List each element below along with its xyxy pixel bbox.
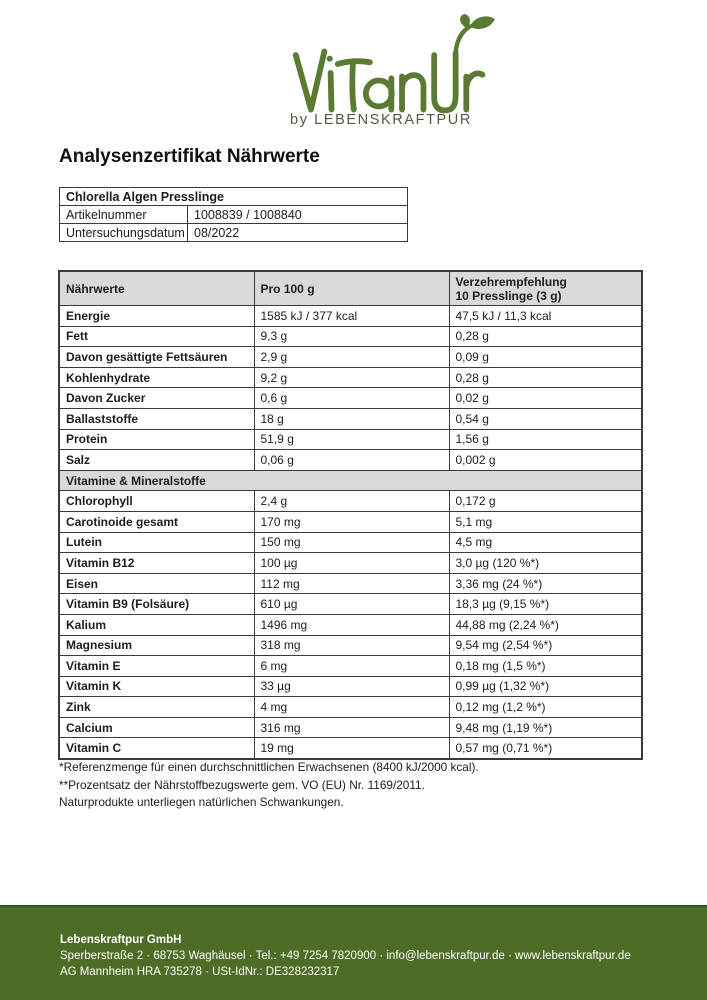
cell-per100: 4 mg [254, 697, 449, 718]
table-row [59, 635, 642, 656]
cell-name: Vitamin C [59, 738, 254, 759]
cell-name: Protein [59, 429, 254, 450]
table-row [59, 553, 642, 574]
cell-name: Davon Zucker [59, 388, 254, 409]
cell-serving: 9,48 mg (1,19 %*) [449, 717, 642, 738]
nutrition-table [58, 270, 643, 760]
footnote-line: *Referenzmenge für einen durchschnittlichen Erwachsenen (8400 kJ/2000 kcal). [59, 760, 479, 774]
cell-name: Vitamin K [59, 676, 254, 697]
cell-per100: 1585 kJ / 377 kcal [254, 306, 449, 327]
table-row [59, 511, 642, 532]
info-row [60, 206, 408, 224]
logo-letter-v [296, 52, 325, 110]
cell-per100: 51,9 g [254, 429, 449, 450]
cell-per100: 112 mg [254, 573, 449, 594]
logo-letter-n [402, 75, 423, 109]
section-title: Vitamine & Mineralstoffe [59, 470, 642, 491]
section-row [59, 470, 642, 491]
sprout-leaves-icon [456, 14, 495, 53]
cell-name: Carotinoide gesamt [59, 511, 254, 532]
table-row [59, 450, 642, 471]
table-row [59, 573, 642, 594]
cell-per100: 19 mg [254, 738, 449, 759]
table-row [59, 697, 642, 718]
cell-per100: 170 mg [254, 511, 449, 532]
logo-letter-a [366, 81, 392, 107]
table-row [59, 738, 642, 759]
cell-name: Vitamin B12 [59, 553, 254, 574]
table-row [59, 326, 642, 347]
table-row [59, 594, 642, 615]
cell-name: Magnesium [59, 635, 254, 656]
cell-serving: 47,5 kJ / 11,3 kcal [449, 306, 642, 327]
header-nutrients: Nährwerte [59, 271, 254, 306]
cell-serving: 3,0 µg (120 %*) [449, 553, 642, 574]
product-info-table [59, 187, 408, 242]
logo-letter-u [434, 53, 455, 110]
cell-per100: 150 mg [254, 532, 449, 553]
logo-letter-i-dot [327, 56, 333, 62]
footer-text-block [60, 932, 707, 980]
cell-per100: 9,3 g [254, 326, 449, 347]
product-name: Chlorella Algen Presslinge [60, 188, 408, 206]
logo-letter-r [466, 73, 482, 109]
table-row [59, 656, 642, 677]
cell-name: Vitamin B9 (Folsäure) [59, 594, 254, 615]
cell-serving: 0,09 g [449, 347, 642, 368]
cell-per100: 0,6 g [254, 388, 449, 409]
cell-name: Salz [59, 450, 254, 471]
cell-serving: 0,28 g [449, 367, 642, 388]
cell-name: Zink [59, 697, 254, 718]
cell-serving: 9,54 mg (2,54 %*) [449, 635, 642, 656]
info-value: 1008839 / 1008840 [188, 206, 408, 224]
cell-name: Eisen [59, 573, 254, 594]
page-title: Analysenzertifikat Nährwerte [59, 146, 320, 167]
cell-serving: 0,12 mg (1,2 %*) [449, 697, 642, 718]
cell-per100: 18 g [254, 408, 449, 429]
cell-serving: 0,172 g [449, 491, 642, 512]
cell-per100: 1496 mg [254, 614, 449, 635]
cell-name: Davon gesättigte Fettsäuren [59, 347, 254, 368]
info-value: 08/2022 [188, 224, 408, 242]
footer-registry-line: AG Mannheim HRA 735278 · USt-IdNr.: DE328232317 [60, 966, 340, 978]
info-label: Artikelnummer [60, 206, 188, 224]
table-row [59, 388, 642, 409]
cell-serving: 0,18 mg (1,5 %*) [449, 656, 642, 677]
cell-serving: 18,3 µg (9,15 %*) [449, 594, 642, 615]
footnotes [59, 759, 479, 812]
cell-name: Vitamin E [59, 656, 254, 677]
cell-name: Energie [59, 306, 254, 327]
cell-name: Lutein [59, 532, 254, 553]
cell-per100: 100 µg [254, 553, 449, 574]
header-serving-line1: Verzehrempfehlung [455, 274, 567, 289]
table-row [59, 717, 642, 738]
header-per-100g: Pro 100 g [254, 271, 449, 306]
cell-name: Kohlenhydrate [59, 367, 254, 388]
info-row [60, 224, 408, 242]
table-row [59, 306, 642, 327]
logo-byline: by LEBENSKRAFTPUR [290, 112, 472, 128]
table-row [59, 367, 642, 388]
vitanur-wordmark [278, 14, 510, 114]
cell-serving: 1,56 g [449, 429, 642, 450]
header-serving-line2: 10 Presslinge (3 g) [455, 288, 562, 303]
header-serving [449, 271, 642, 306]
footnote-line: Naturprodukte unterliegen natürlichen Schwankungen. [59, 795, 344, 809]
table-row [59, 532, 642, 553]
cell-serving: 0,99 µg (1,32 %*) [449, 676, 642, 697]
cell-per100: 9,2 g [254, 367, 449, 388]
cell-serving: 0,02 g [449, 388, 642, 409]
cell-per100: 0,06 g [254, 450, 449, 471]
footer-company-name: Lebenskraftpur GmbH [60, 934, 182, 946]
table-row [59, 491, 642, 512]
cell-name: Ballaststoffe [59, 408, 254, 429]
cell-serving: 0,57 mg (0,71 %*) [449, 738, 642, 759]
cell-serving: 0,28 g [449, 326, 642, 347]
table-row [59, 347, 642, 368]
cell-per100: 610 µg [254, 594, 449, 615]
cell-per100: 2,4 g [254, 491, 449, 512]
cell-name: Kalium [59, 614, 254, 635]
product-name-row [60, 188, 408, 206]
cell-serving: 44,88 mg (2,24 %*) [449, 614, 642, 635]
cell-serving: 4,5 mg [449, 532, 642, 553]
cell-serving: 5,1 mg [449, 511, 642, 532]
cell-per100: 2,9 g [254, 347, 449, 368]
table-row [59, 676, 642, 697]
footer-address-line: Sperberstraße 2 · 68753 Waghäusel · Tel.: +49 7254 7820900 · info@lebenskraftpur.de · www.lebenskraftpur.de [60, 950, 631, 962]
page-footer [0, 905, 707, 1000]
cell-per100: 318 mg [254, 635, 449, 656]
table-row [59, 614, 642, 635]
nutrition-header-row [59, 271, 642, 306]
logo-letter-i [331, 73, 332, 110]
cell-per100: 6 mg [254, 656, 449, 677]
cell-per100: 316 mg [254, 717, 449, 738]
cell-serving: 3,36 mg (24 %*) [449, 573, 642, 594]
cell-serving: 0,54 g [449, 408, 642, 429]
cell-name: Calcium [59, 717, 254, 738]
cell-name: Fett [59, 326, 254, 347]
table-row [59, 429, 642, 450]
cell-name: Chlorophyll [59, 491, 254, 512]
cell-serving: 0,002 g [449, 450, 642, 471]
logo-letter-t-stem [352, 63, 353, 109]
info-label: Untersuchungsdatum [60, 224, 188, 242]
cell-per100: 33 µg [254, 676, 449, 697]
vitanur-logo [278, 14, 510, 114]
table-row [59, 408, 642, 429]
footnote-line: **Prozentsatz der Nährstoffbezugswerte gem. VO (EU) Nr. 1169/2011. [59, 777, 425, 792]
